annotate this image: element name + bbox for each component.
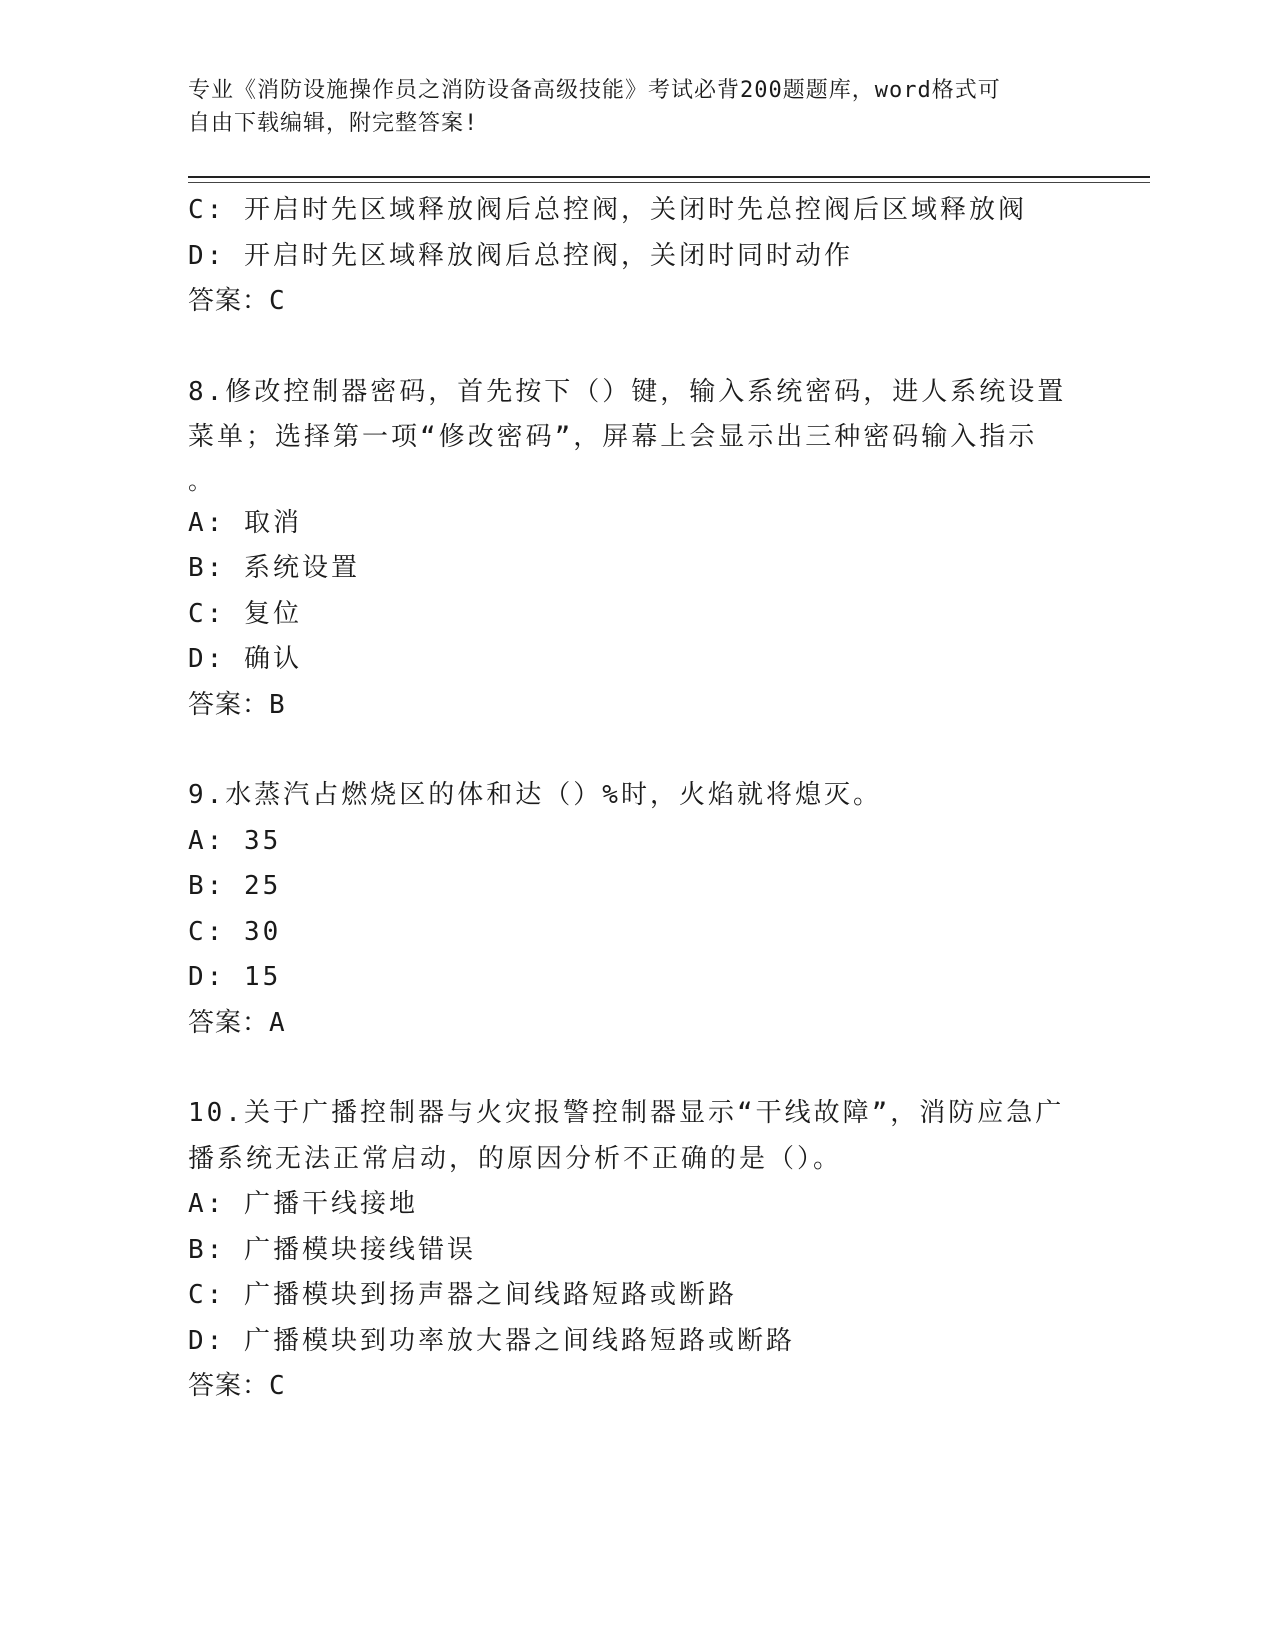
spacer bbox=[188, 1046, 1088, 1091]
header-divider-thick bbox=[188, 176, 1150, 178]
option-d: D: 开启时先区域释放阀后总控阀，关闭时同时动作 bbox=[188, 240, 853, 271]
question-9 bbox=[188, 773, 1088, 1046]
option-b: B: 系统设置 bbox=[188, 553, 360, 583]
question-stem-line-1: 9.水蒸汽占燃烧区的体和达（）%时，火焰就将熄灭。 bbox=[188, 780, 882, 810]
question-stem-line-1: 10.关于广播控制器与火灾报警控制器显示“干线故障”，消防应急广 bbox=[188, 1098, 1065, 1128]
option-c: C: 30 bbox=[188, 916, 282, 947]
question-7 bbox=[188, 188, 1088, 325]
header-line-1: 专业《消防设施操作员之消防设备高级技能》考试必背200题题库，word格式可 bbox=[188, 78, 1001, 103]
question-stem-line-1: 8.修改控制器密码，首先按下（）键，输入系统密码，进人系统设置 bbox=[188, 376, 1067, 407]
answer: 答案：A bbox=[188, 1007, 286, 1038]
header-line-2: 自由下载编辑，附完整答案! bbox=[188, 111, 479, 136]
question-stem-line-3: 。 bbox=[188, 466, 215, 495]
option-b: B: 25 bbox=[188, 871, 282, 901]
option-c: C: 开启时先区域释放阀后总控阀，关闭时先总控阀后区域释放阀 bbox=[188, 195, 1027, 225]
question-8 bbox=[188, 370, 1088, 729]
document-header bbox=[188, 74, 1068, 140]
option-c: C: 复位 bbox=[188, 598, 302, 629]
option-b: B: 广播模块接线错误 bbox=[188, 1234, 476, 1265]
question-stem-line-2: 播系统无法正常启动，的原因分析不正确的是（）。 bbox=[188, 1143, 843, 1174]
option-d: D: 广播模块到功率放大器之间线路短路或断路 bbox=[188, 1325, 795, 1356]
option-d: D: 15 bbox=[188, 962, 282, 992]
spacer bbox=[188, 325, 1088, 370]
header-divider-thin bbox=[188, 182, 1150, 183]
question-list bbox=[188, 188, 1088, 1410]
answer: 答案：C bbox=[188, 286, 286, 316]
question-stem-line-2: 菜单；选择第一项“修改密码”，屏幕上会显示出三种密码输入指示 bbox=[188, 422, 1038, 452]
option-c: C: 广播模块到扬声器之间线路短路或断路 bbox=[188, 1280, 737, 1310]
option-a: A: 广播干线接地 bbox=[188, 1189, 418, 1219]
option-a: A: 取消 bbox=[188, 507, 302, 538]
spacer bbox=[188, 728, 1088, 773]
question-10 bbox=[188, 1091, 1088, 1410]
option-a: A: 35 bbox=[188, 825, 282, 856]
answer: 答案：C bbox=[188, 1371, 286, 1401]
option-d: D: 确认 bbox=[188, 644, 302, 674]
answer: 答案：B bbox=[188, 689, 286, 720]
